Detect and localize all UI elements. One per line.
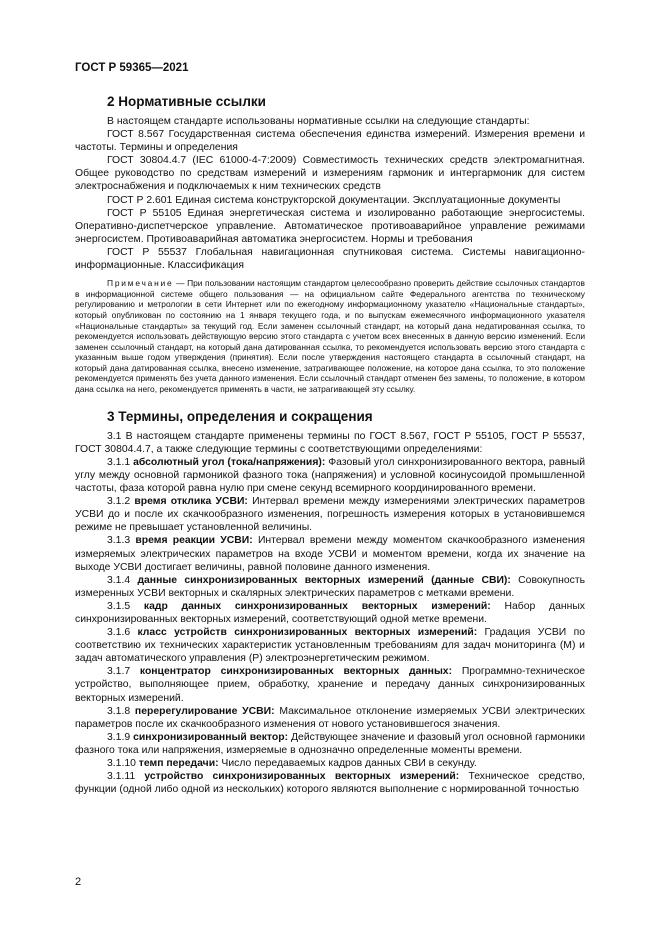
note-label: Примечание	[107, 278, 174, 289]
term-number: 3.1.8	[107, 705, 135, 717]
term-entry	[75, 495, 585, 534]
term-entry	[75, 574, 585, 600]
term-number: 3.1.5	[107, 600, 144, 612]
term-entry	[75, 456, 585, 495]
term-title: синхронизированный вектор:	[133, 731, 289, 743]
term-definition: Градация УСВИ по соответствию их технических характеристик установленным требованиям для задач мониторинга (М) и задач автоматического управления (Р) электроэнергетическим режимом.	[75, 627, 586, 665]
term-title: время реакции УСВИ:	[135, 535, 253, 547]
section-2-title: 2 Нормативные ссылки	[107, 94, 266, 109]
term-title: концентратор синхронизированных векторных данных:	[139, 666, 453, 678]
term-definition: Набор данных синхронизированных векторных измерений, соответствующий одной метке времени.	[75, 600, 586, 625]
term-entry	[75, 626, 585, 665]
term-definition: Интервал времени между измерениями электрических параметров УСВИ до и после их скачкообразного изменения, погрешность измерения которых в установившемся режиме не превышает установленной величины.	[75, 496, 585, 534]
term-entry	[75, 757, 585, 770]
reference-item: ГОСТ Р 55105 Единая энергетическая система и изолированно работающие энергосистемы. Оперативно-диспетчерское управление. Автоматическое противоаварийное управление режимами энергосистем. Противоаварийная автоматика энергосистем. Нормы и требования	[75, 207, 585, 245]
term-definition: Фазовый угол синхронизированного вектора, равный углу между основной гармоникой фазного тока (напряжения) и условной косинусоидой промышленной частоты, фаза которой равна нулю при смене секунд всемирного координированного времени.	[75, 456, 585, 495]
term-entry	[75, 731, 585, 757]
term-definition: Техническое средство, функции (одной либо одной из нескольких) которого являются выполнение с нормированной точностью	[75, 771, 586, 796]
reference-item: ГОСТ Р 55537 Глобальная навигационная спутниковая система. Системы навигационно-информационные. Классификация	[75, 246, 585, 272]
term-entry	[75, 534, 585, 573]
term-number: 3.1.11	[107, 771, 145, 783]
term-title: кадр данных синхронизированных векторных измерений:	[143, 600, 491, 612]
term-definition: Совокупность измеренных УСВИ векторных и скалярных электрических параметров с метками времени.	[75, 574, 585, 599]
term-number: 3.1.9	[107, 731, 134, 743]
term-title: время отклика УСВИ:	[134, 496, 248, 508]
term-number: 3.1.10	[107, 758, 139, 769]
term-number: 3.1.3	[107, 535, 136, 547]
term-title: темп передачи:	[138, 758, 219, 769]
reference-item: ГОСТ Р 2.601 Единая система конструкторской документации. Эксплуатационные документы	[107, 194, 561, 206]
reference-item: ГОСТ 8.567 Государственная система обеспечения единства измерений. Измерения времени и частоты. Термины и определения	[75, 129, 585, 154]
term-definition: Максимальное отклонение измеряемых УСВИ электрических параметров после их скачкообразного изменения от нового установившегося значения.	[75, 705, 585, 730]
term-entry	[75, 705, 585, 731]
term-title: устройство синхронизированных векторных измерений:	[144, 771, 460, 783]
note-text: — При пользовании настоящим стандартом целесообразно проверить действие ссылочных стандартов в информационной системе общего пользования — на официальном сайте Федерального агентства по техническому регулированию и метрологии в сети Интернет или по ежегодному информационному указателю «Национальные стандарты», который опубликован по состоянию на 1 января текущего года, и по выпускам ежемесячного информационного указателя «Национальные стандарты» за текущий год. Если заменен ссылочный стандарт, на который дана недатированная ссылка, то рекомендуется использовать действующую версию этого стандарта с учетом всех внесенных в данную версию изменений. Если заменен ссылочный стандарт, на который дана датированная ссылка, то рекомендуется использовать версию этого стандарта с указанным выше годом утверждения (принятия). Если после утверждения настоящего стандарта в ссылочный стандарт, на который дана датированная ссылка, внесено изменение, затрагивающее положение, на которое дана ссылка, то это положение рекомендуется применять без учета данного изменения. Если ссылочный стандарт отменен без замены, то положение, в котором дана ссылка на него, рекомендуется применять в части, не затрагивающей эту ссылку.	[75, 278, 585, 395]
page-number: 2	[75, 876, 82, 888]
references-intro: В настоящем стандарте использованы нормативные ссылки на следующие стандарты:	[107, 116, 530, 127]
note	[75, 278, 585, 395]
term-number: 3.1.1	[107, 456, 134, 468]
term-entry	[75, 600, 585, 626]
page-content	[75, 94, 585, 796]
term-entry	[75, 665, 585, 704]
term-definition: Действующее значение и фазовый угол основной гармоники фазного тока или напряжения, измеряемые в однозначно определенные моменты времени.	[75, 731, 586, 756]
term-number: 3.1.6	[107, 627, 138, 639]
section-3-title: 3 Термины, определения и сокращения	[107, 408, 373, 424]
term-title: перерегулирование УСВИ:	[134, 705, 275, 717]
term-number: 3.1.4	[107, 574, 138, 586]
reference-item: ГОСТ 30804.4.7 (IEC 61000-4-7:2009) Совместимость технических средств электромагнитная. Общее руководство по средствам измерений и измерениям гармоник и интергармоник для систем электроснабжения и подключаемых к ним технических средств	[75, 155, 585, 193]
term-number: 3.1.2	[107, 496, 135, 508]
term-title: данные синхронизированных векторных измерений (данные СВИ):	[137, 574, 511, 586]
term-definition: Число передаваемых кадров данных СВИ в секунду.	[218, 758, 477, 769]
term-entry	[75, 770, 585, 796]
term-number: 3.1.7	[107, 666, 140, 678]
term-definition: Программно-техническое устройство, выполняющее прием, обработку, хранение и передачу данных синхронизированных векторных измерений.	[75, 666, 585, 704]
terms-intro: 3.1 В настоящем стандарте применены термины по ГОСТ 8.567, ГОСТ Р 55105, ГОСТ Р 55537, ГОСТ 30804.4.7, а также следующие термины с соответствующими определениями:	[75, 430, 585, 455]
document-id: ГОСТ Р 59365—2021	[75, 62, 189, 74]
term-title: абсолютный угол (тока/напряжения):	[133, 456, 326, 468]
term-definition: Интервал времени между моментом скачкообразного изменения измеряемых электрических параметров на входе УСВИ и моментом времени, когда их значение на выходе УСВИ достигает величины, равной половине данного изменения.	[75, 535, 585, 573]
term-title: класс устройств синхронизированных векторных измерений:	[137, 627, 478, 639]
